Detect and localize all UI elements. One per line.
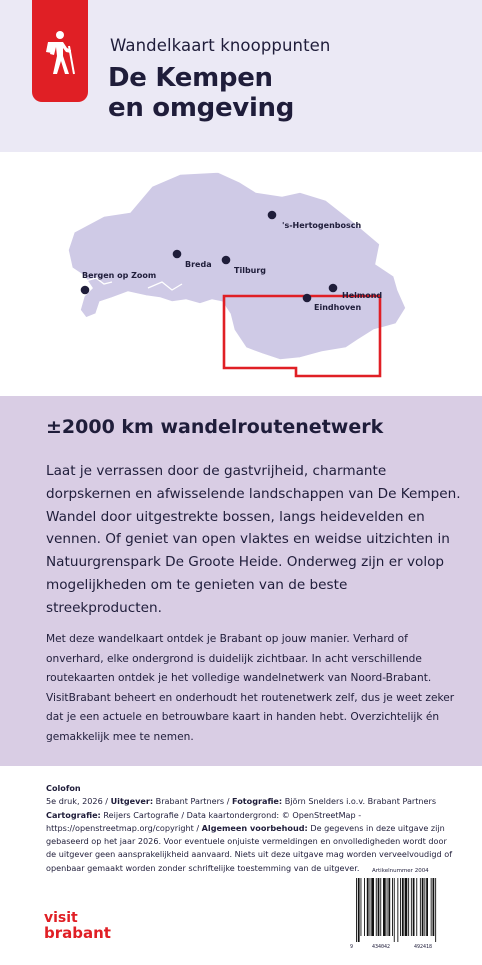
city-label-helmond: Helmond (342, 291, 383, 300)
barcode-bar (356, 878, 357, 942)
visit-brabant-logo (44, 911, 111, 941)
barcode-bar (411, 878, 412, 936)
barcode-bar (426, 878, 428, 936)
barcode-bar (378, 878, 380, 936)
photo-label: Fotografie: (232, 796, 283, 807)
barcode-bar (435, 878, 436, 942)
city-dot-tilburg (222, 256, 231, 265)
barcode-bar (364, 878, 365, 936)
logo-line-2: brabant (44, 924, 111, 942)
barcode-bar (397, 878, 398, 942)
publisher-value: Brabant Partners / (153, 796, 232, 807)
city-dot-breda (173, 250, 182, 259)
city-label-hertogenbosch: 's-Hertogenbosch (282, 221, 362, 230)
city-dot-helmond (329, 284, 338, 293)
hiking-badge (32, 0, 88, 102)
barcode-bar (408, 878, 409, 936)
barcode-bar (431, 878, 432, 936)
barcode-bar (405, 878, 408, 936)
barcode-bar (433, 878, 435, 936)
barcode-bar (392, 878, 393, 936)
logo-line-1: visit (44, 910, 78, 926)
barcode-bar (387, 878, 388, 936)
brabant-map (0, 152, 482, 396)
disclaimer-value: De gegevens in deze uitgave zijn gebaseerd op het jaar 2026. Voor eventuele onjuiste vermeldingen en onvolledigheden wordt door de uitgever geen aansprakelijkheid aanvaard. Niets uit deze uitgave mag worden verveelvoudigd of openbaar gemaakt worden zonder schriftelijke toestemming van de uitgever. (46, 822, 453, 873)
barcode-bar (383, 878, 386, 936)
photo-value: Björn Snelders i.o.v. Brabant Partners (282, 796, 437, 807)
hiker-icon (44, 30, 76, 76)
colofon (46, 782, 456, 875)
city-dot-hertogenbosch (268, 211, 277, 220)
barcode-bar (376, 878, 377, 936)
colofon-edition: 5e druk, 2026 / (46, 796, 111, 807)
title-line-2: en omgeving (108, 93, 295, 123)
barcode-bars (350, 878, 462, 942)
title-line-1: De Kempen (108, 63, 273, 93)
city-label-tilburg: Tilburg (234, 266, 267, 275)
description-section (0, 396, 482, 766)
barcode-bar (400, 878, 401, 936)
barcode-bar (388, 878, 390, 936)
header (0, 0, 482, 152)
barcode-bar (424, 878, 425, 936)
barcode-bar (358, 878, 360, 942)
city-label-eindhoven: Eindhoven (314, 303, 362, 312)
colofon-title: Colofon (46, 783, 81, 793)
barcode-bar (413, 878, 415, 936)
carto-label: Cartografie: (46, 809, 101, 820)
page-title (108, 63, 294, 123)
barcode-digits-right: 492418 (414, 944, 433, 950)
city-label-bergen-op-zoom: Bergen op Zoom (82, 271, 157, 280)
network-title: ±2000 km wandelroutenetwerk (46, 416, 384, 438)
city-dot-eindhoven (303, 294, 312, 303)
article-number: Artikelnummer 2004 (372, 868, 429, 874)
barcode-bar (380, 878, 381, 936)
carto-value: Reijers Cartografie / Data kaartondergrond: © OpenStreetMap - https://openstreetmap.org/copyright / (46, 809, 362, 833)
barcode (350, 868, 462, 956)
barcode-bar (422, 878, 424, 936)
barcode-bar (416, 878, 417, 936)
publisher-label: Uitgever: (110, 796, 154, 807)
overview-map (0, 152, 482, 396)
barcode-bar (370, 878, 371, 936)
barcode-bar (371, 878, 374, 936)
map-subtitle: Wandelkaart knooppunten (110, 36, 331, 55)
barcode-bar (361, 878, 362, 936)
city-label-breda: Breda (185, 260, 212, 269)
barcode-bar (420, 878, 421, 936)
barcode-digits-left: 434042 (372, 944, 391, 950)
city-dot-bergen-op-zoom (81, 286, 90, 295)
barcode-bar (367, 878, 369, 936)
barcode-bar (394, 878, 395, 942)
barcode-digit-first: 9 (350, 944, 354, 950)
disclaimer-label: Algemeen voorbehoud: (201, 822, 308, 833)
body-paragraph: Met deze wandelkaart ontdek je Brabant op jouw manier. Verhard of onverhard, elke ondergrond is duidelijk zichtbaar. In acht verschillende routekaarten ontdek je het volledige wandelnetwerk van Noord-Brabant. VisitBrabant beheert en onderhoudt het routenetwerk zelf, dus je weet zeker dat je een actuele en betrouwbare kaart in handen hebt. Overzichtelijk én gemakkelijk mee te nemen. (46, 633, 455, 743)
barcode-bar (402, 878, 404, 936)
lead-paragraph: Laat je verrassen door de gastvrijheid, charmante dorpskernen en afwisselende landschappen van De Kempen. Wandel door uitgestrekte bossen, langs heidevelden en vennen. Of geniet van open vlaktes en weidse uitzichten in Natuurgrenspark De Groote Heide. Onderweg zijn er volop mogelijkheden om te genieten van de beste streekproducten. (46, 463, 461, 616)
